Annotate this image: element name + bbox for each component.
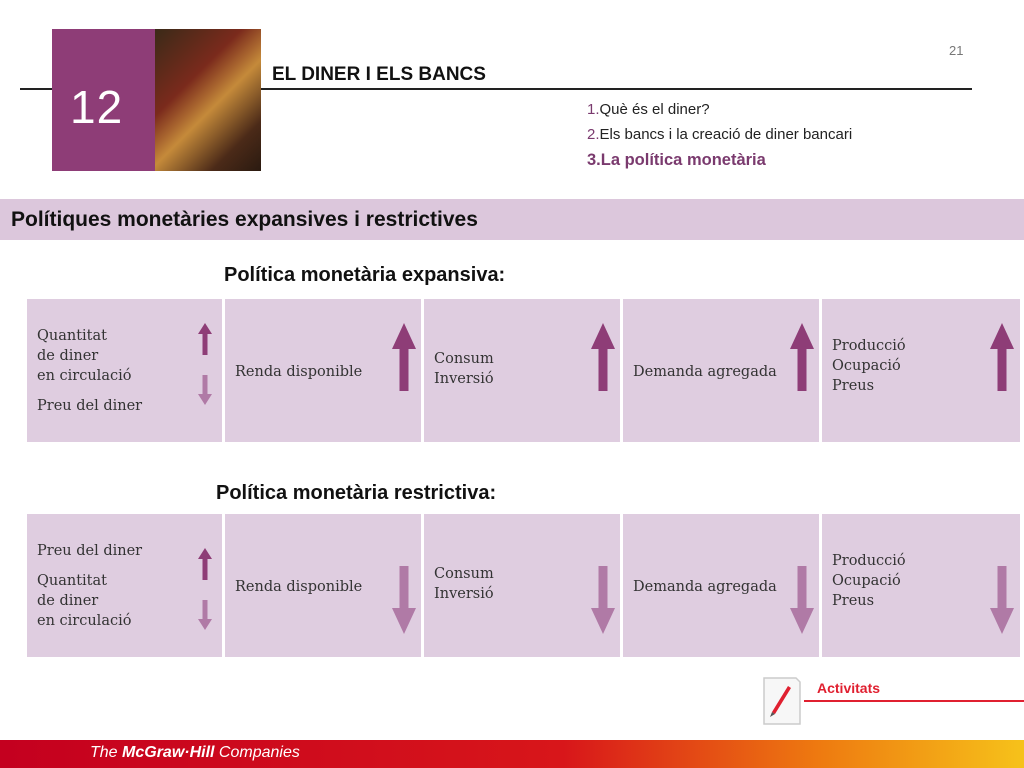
cell-text: Consum Inversió: [434, 351, 494, 387]
restrictive-cell-consumption: [424, 514, 620, 657]
expansive-cell-production: [822, 299, 1020, 442]
menu-item-1[interactable]: [587, 101, 710, 118]
logo-suffix: Companies: [214, 744, 300, 761]
cell-text: Consum Inversió: [434, 566, 494, 602]
cell-text: Demanda agregada: [633, 364, 777, 380]
cell-text: Quantitat de diner en circulació: [37, 328, 132, 384]
page-title: EL DINER I ELS BANCS: [272, 64, 486, 85]
menu-item-label: La política monetària: [600, 151, 766, 169]
arrow-down-icon: [990, 566, 1014, 634]
activities-rule: [804, 700, 1024, 702]
arrow-up-icon: [990, 323, 1014, 391]
cell-text-secondary: Preu del diner: [37, 398, 143, 414]
menu-item-label: Els bancs i la creació de diner bancari: [599, 126, 853, 143]
menu-item-2[interactable]: [587, 126, 852, 143]
publisher-logo: [90, 744, 300, 762]
logo-prefix: The: [90, 744, 123, 761]
restrictive-cell-production: [822, 514, 1020, 657]
cell-text-secondary: Quantitat de diner en circulació: [37, 573, 132, 629]
arrow-up-icon: [198, 548, 212, 580]
arrow-up-icon: [790, 323, 814, 391]
expansive-subtitle: Política monetària expansiva:: [224, 264, 506, 286]
cell-text: Producció Ocupació Preus: [832, 553, 906, 609]
arrow-down-icon: [198, 375, 212, 405]
expansive-cell-consumption: [424, 299, 620, 442]
cell-text: Demanda agregada: [633, 579, 777, 595]
restrictive-flow: [27, 514, 1020, 657]
menu-item-number: 1.: [587, 101, 600, 118]
restrictive-cell-money: [27, 514, 222, 657]
cell-text: Renda disponible: [235, 579, 363, 595]
arrow-down-icon: [591, 566, 615, 634]
expansive-cell-income: [225, 299, 421, 442]
cell-text: Preu del diner: [37, 543, 143, 559]
menu-item-label: Què és el diner?: [599, 101, 710, 118]
arrow-down-icon: [392, 566, 416, 634]
menu-item-number: 2.: [587, 126, 600, 143]
section-title: Polítiques monetàries expansives i restrictives: [11, 208, 478, 231]
arrow-down-icon: [198, 600, 212, 630]
logo-brand: McGraw·Hill: [122, 744, 215, 761]
arrow-up-icon: [198, 323, 212, 355]
cell-text: Renda disponible: [235, 364, 363, 380]
arrow-up-icon: [392, 323, 416, 391]
menu-item-number: 3.: [587, 151, 601, 169]
expansive-cell-demand: [623, 299, 819, 442]
pencil-note-icon[interactable]: [760, 672, 804, 728]
restrictive-cell-income: [225, 514, 421, 657]
chapter-illustration: [155, 29, 261, 171]
menu-item-3[interactable]: [587, 151, 766, 170]
arrow-up-icon: [591, 323, 615, 391]
expansive-flow: [27, 299, 1020, 442]
restrictive-cell-demand: [623, 514, 819, 657]
page-number: 21: [949, 43, 964, 58]
chapter-number: 12: [70, 81, 124, 133]
cell-text: Producció Ocupació Preus: [832, 338, 906, 394]
restrictive-subtitle: Política monetària restrictiva:: [216, 482, 497, 504]
expansive-cell-money: [27, 299, 222, 442]
arrow-down-icon: [790, 566, 814, 634]
activities-link[interactable]: Activitats: [817, 680, 881, 696]
